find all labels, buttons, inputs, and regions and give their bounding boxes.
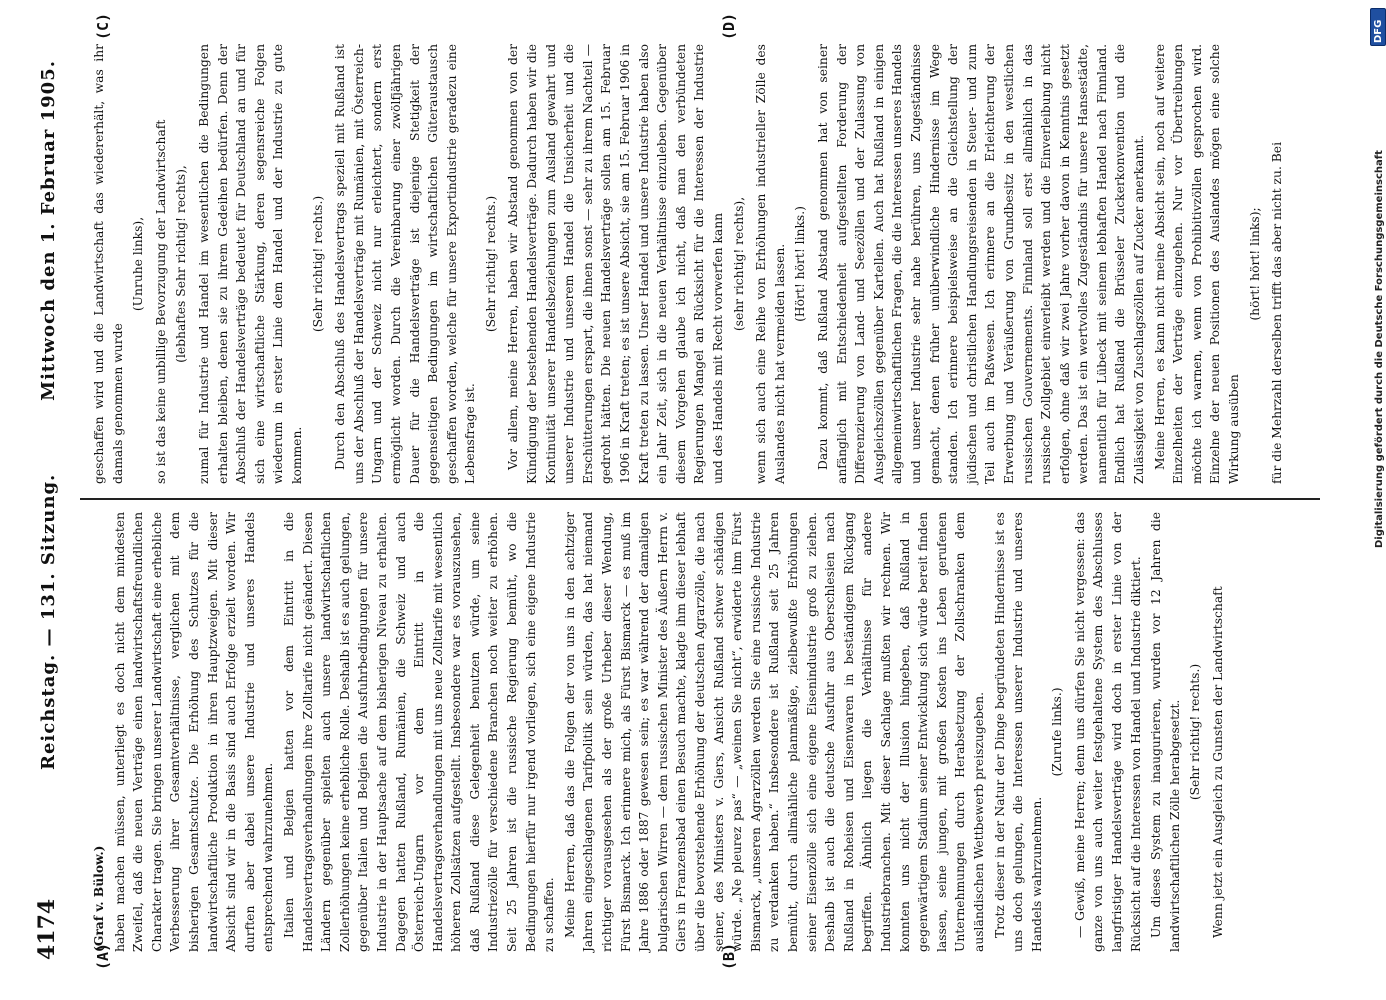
margin-marker-b: (B) (720, 942, 738, 970)
interjection: (sehr richtig! rechts), (731, 196, 746, 332)
interjection: (hört! hört! links); (1247, 207, 1262, 321)
column-divider (80, 498, 1320, 500)
paragraph: für die Mehrzahl derselben trifft das aber nicht zu. Bei (1270, 141, 1285, 484)
session-title: Reichstag. — 131. Sitzung. (38, 473, 59, 770)
interjection: (Sehr richtig! rechts.) (1188, 663, 1203, 801)
interjection: (Unruhe links), (131, 216, 146, 312)
paragraph: Meine Herren, daß das die Folgen der von uns in den achtziger Jahren eingeschlagenen Tarifpolitik sein würden, das hat niemand richtiger vorausgesehen als der große Urheber dieser Wendung, Fürst Bismarck. Ich erinnere mich, als Fürst Bismarck — es muß im Jahre 1886 oder 1887 gewesen sein; es war während der damaligen bulgarischen Wirren — dem russischen Minister des Äußern Herrn v. Giers in Franzensbad einen Besuch machte, klagte ihm dieser lebhaft über die bevorstehende Erhöhung der deutschen Agrarzölle, die nach seiner, des Ministers v. Giers, Ansicht Rußland schwer schädigen würde. „Ne pleurez pas“ — „weinen Sie nicht“, erwiderte ihm Fürst Bismarck, „unseren Agrarzöllen werden Sie eine russische Industrie zu verdanken haben.“ Insbesondere ist Rußland seit 25 Jahren bemüht, durch allmähliche planmäßige, zielbewußte Erhöhungen seiner Eisenzölle sich eine eigene Eisenindustrie groß zu ziehen. Deshalb ist auch die deutsche Ausfuhr aus Oberschlesien nach Rußland in Roheisen und Eisenwaren in beständigem Rückgang begriffen. Ähnlich liegen die Verhältnisse für andere Industriebranchen. Mit dieser Sachlage mußten wir rechnen. Wir konnten uns nicht der Illusion hingeben, daß Rußland in gegenwärtigem Stadium seiner Entwicklung sich würde bereit finden lassen, seine jungen, mit großen Kosten ins Leben gerufenen Unternehmungen durch Herabsetzung der Zollschranken dem ausländischen Wettbewerb preiszugeben. (562, 512, 986, 952)
interjection: (Sehr richtig! rechts.) (310, 195, 325, 333)
session-date: Mittwoch den 1. Februar 1905. (38, 60, 59, 401)
paragraph: Trotz dieser in der Natur der Dinge begründeten Hindernisse ist es uns doch gelungen, die Interessen unserer Industrie und unseres Handels wahrzunehmen. (992, 512, 1044, 952)
paragraph: so ist das keine unbillige Bevorzugung der Landwirtschaft (153, 119, 168, 484)
margin-marker-a: (A) (94, 942, 112, 970)
page-header (28, 40, 72, 960)
paragraph: Vor allem, meine Herren, haben wir Abstand genommen von der Kündigung der bestehenden Handelsverträge. Dadurch haben wir die Kontinuität unserer Handelsbeziehungen zum Ausland gewahrt und unserer Industrie und unserem Handel die Unsicherheit und die Erschütterungen erspart, die ihnen sonst — sehr zu ihrem Nachteil — gedroht hätten. Die neuen Handelsverträge sollen am 15. Februar 1906 in Kraft treten; es ist unsere Absicht, sie am 15. Februar 1906 in Kraft treten zu lassen. Unser Handel und unsere Industrie haben also ein Jahr Zeit, sich in die neuen Verhältnisse einzuleben. Gegenüber diesem Vorgehen glaube ich nicht, daß man den verbündeten Regierungen Mangel an Rücksicht für die Interessen der Industrie und des Handels mit Recht vorwerfen kann (506, 44, 725, 484)
paragraph: Dazu kommt, daß Rußland Abstand genommen hat von seiner anfänglich mit Entschiedenheit aufgestellten Forderung der Differenzierung von Land- und Seezöllen und der Zulassung von Ausgleichszöllen gegenüber Kartellen. Auch hat Rußland in einigen allgemeinwirtschaftlichen Fragen, die die Interessen unseres Handels und unserer Industrie sehr nahe berühren, uns Zugeständnisse gemacht, denen früher unüberwindliche Hindernisse im Wege standen. Ich erinnere beispielsweise an die Gleichstellung der jüdischen und christlichen Handlungsreisenden in Steuer- und zum Teil auch im Paßwesen. Ich erinnere an die Erleichterung der Erwerbung und Veräußerung von Grundbesitz in den westlichen russischen Gouvernements. Finnland soll erst allmählich in das russische Zollgebiet einverleibt werden und die Einverleibung nicht erfolgen, ohne daß wir zwei Jahre vorher davon in Kenntnis gesetzt werden. Das ist ein wertvolles Zugeständnis für unsere Hansestädte, namentlich für Lübeck mit seinem lebhaften Handel nach Finnland. Endlich hat Rußland die Brüsseler Zuckerkonvention und die Zulässigkeit von Zuschlagszöllen auf Zucker anerkannt. (815, 44, 1147, 484)
margin-marker-c: (C) (94, 12, 112, 40)
paragraph: geschaffen wird und die Landwirtschaft das wiedererhält, was ihr damals genommen wurde (92, 44, 125, 484)
paragraph: Um dieses System zu inaugurieren, wurden vor 12 Jahren die landwirtschaftlichen Zölle herabgesetzt. (1149, 512, 1182, 952)
interjection: (lebhaftes Sehr richtig! rechts), (174, 165, 189, 363)
paragraph: zumal für Industrie und Handel im wesentlichen die Bedingungen erhalten bleiben, denen sie zu ihrem Gedeihen bedürfen. Denn der Abschluß der Handelsverträge bedeutet für Deutschland an und für sich eine wirtschaftliche Stärkung, deren segensreiche Folgen wiederum in erster Linie dem Handel und der Industrie zu gute kommen. (196, 44, 304, 484)
margin-marker-d: (D) (720, 12, 738, 40)
interjection: (Hört! hört! links.) (793, 206, 808, 322)
paragraph: Wenn jetzt ein Ausgleich zu Gunsten der Landwirtschaft (1211, 586, 1226, 938)
paragraph: wenn sich auch eine Reihe von Erhöhungen industrieller Zölle des Auslandes nicht hat vermeiden lassen. (754, 44, 787, 484)
paragraph: Meine Herren, es kann nicht meine Absicht sein, noch auf weitere Einzelheiten der Verträge einzugehen. Nur vor Übertreibungen möchte ich warnen, wenn von Prohibitivzöllen gesprochen wird. Einzelne der neuen Positionen des Auslandes mögen eine solche Wirkung ausüben (1152, 44, 1242, 484)
page-number: 4174 (34, 898, 60, 960)
paragraph: — Gewiß, meine Herren; denn uns dürfen Sie nicht vergessen: das ganze von uns auch weiter festgehaltene System des Abschlusses langfristiger Handelsverträge wird doch in erster Linie von der Rücksicht auf die Interessen von Handel und Industrie diktiert. (1072, 512, 1143, 952)
paragraph: haben machen müssen, unterliegt es doch nicht dem mindesten Zweifel, daß die neuen Verträge einen landwirtschaftsfreundlichen Charakter tragen. Sie bringen unserer Landwirtschaft eine erhebliche Verbesserung ihrer Gesamtverhältnisse, verglichen mit dem bisherigen Gesamtschutze. Die Erhöhung des Schutzes für die landwirtschaftliche Produktion in ihren Hauptzweigen. Mit dieser Absicht sind wir in die Basis sind auch Erfolge erzielt worden. Wir durften aber dabei unsere Industrie und unseres Handels entsprechend wahrzunehmen. (112, 512, 276, 952)
right-column (90, 44, 1330, 484)
dfg-logo (1370, 8, 1386, 46)
speaker-label: (Graf v. Bülow.) (91, 845, 106, 952)
digitization-notice-text: Digitalisierung gefördert durch die Deutsche Forschungsgemeinschaft (1374, 150, 1385, 548)
dfg-logo-text: DFG (1373, 19, 1384, 43)
paragraph: Durch den Abschluß des Handelsvertrags speziell mit Rußland ist uns der Abschluß der Handelsverträge mit Rumänien, mit Österreich-Ungarn und der Schweiz nicht nur erleichtert, sondern erst ermöglicht worden. Durch die Vereinbarung einer zwölfjährigen Dauer für die Handelsverträge ist diejenige Stetigkeit der gegenseitigen Bedingungen im wirtschaftlichen Güteraustausch geschaffen worden, welche für unsere Exportindustrie geradezu eine Lebensfrage ist. (333, 44, 478, 484)
left-column (90, 512, 1330, 952)
paragraph: Italien und Belgien hatten vor dem Eintritt in die Handelsvertragsverhandlungen ihre Zolltarife nicht geändert. Diesen Ländern gegenüber spielten auch unsere landwirtschaftlichen Zollerhöhungen keine erhebliche Rolle. Deshalb ist es auch gelungen, gegenüber Italien und Belgien die Ausfuhrbedingungen für unsere Industrie in der Hauptsache auf dem bisherigen Niveau zu erhalten. Dagegen hatten Rußland, Rumänien, die Schweiz und auch Österreich-Ungarn vor dem Eintritt in die Handelsvertragsverhandlungen mit uns neue Zolltarife mit wesentlich höheren Zollsätzen aufgestellt. Insbesondere war es vorauszusehen, daß Rußland diese Gelegenheit benutzen würde, um seine Industriezölle für verschiedene Branchen noch weiter zu erhöhen. Seit 25 Jahren ist die russische Regierung bemüht, wo die Bedingungen hierfür nur irgend vorliegen, sich eine eigene Industrie zu schaffen. (281, 512, 557, 952)
interjection: (Zurufe links.) (1050, 687, 1065, 777)
interjection: (Sehr richtig! rechts.) (483, 195, 498, 333)
